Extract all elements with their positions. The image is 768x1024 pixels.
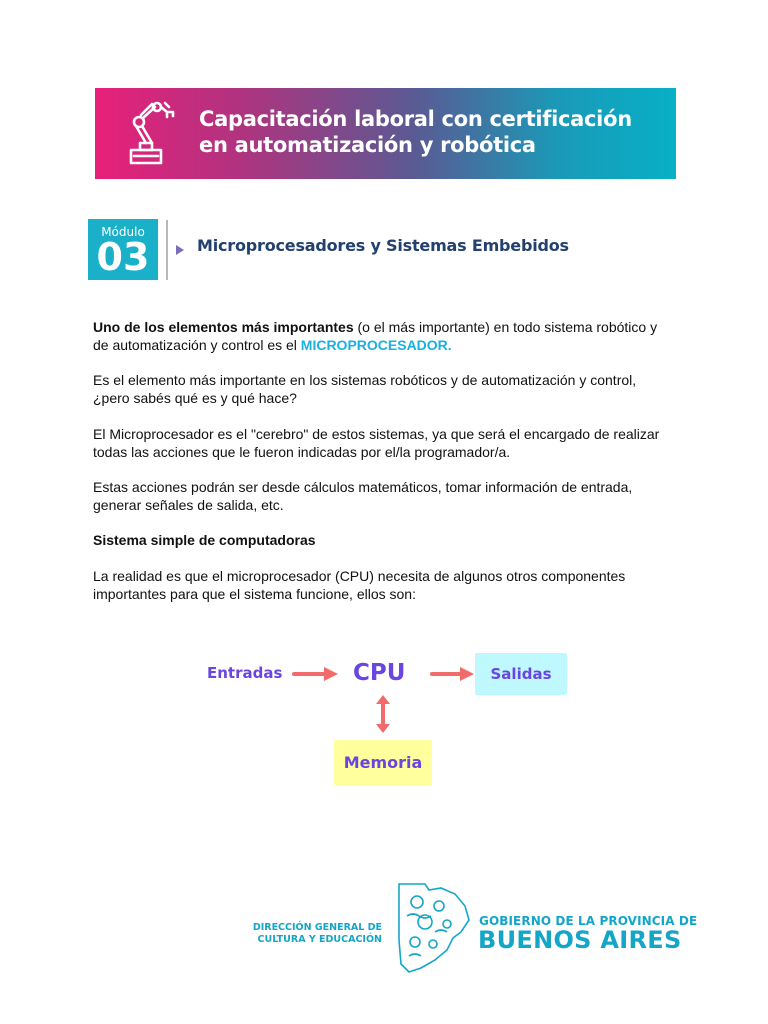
section-heading-text: Sistema simple de computadoras (93, 532, 316, 548)
paragraph-3 (93, 425, 683, 461)
paragraph-1 (93, 318, 683, 354)
entradas-node: Entradas (207, 664, 283, 682)
memoria-node: Memoria (334, 740, 432, 786)
module-label: Módulo (101, 225, 145, 239)
gobierno-label: GOBIERNO DE LA PROVINCIA DE (479, 914, 698, 928)
section-heading (93, 531, 683, 549)
paragraph-4 (93, 478, 683, 514)
paragraph-1-bold: Uno de los elementos más importantes (93, 319, 354, 335)
header-banner (95, 88, 676, 179)
arrow-entradas-cpu-head (324, 667, 338, 681)
banner-title-line1: Capacitación laboral con certificación (199, 107, 632, 131)
dgce-label (220, 922, 382, 946)
paragraph-1-text-a: (o el más importante) en todo sistema robótico y (353, 319, 658, 335)
banner-title (199, 106, 632, 158)
paragraph-4-line1: Estas acciones podrán ser desde cálculos matemáticos, tomar información de entrada, (93, 479, 633, 495)
module-divider (166, 220, 168, 280)
paragraph-2-line1: Es el elemento más importante en los sistemas robóticos y de automatización y control, (93, 372, 637, 388)
banner-title-line2: en automatización y robótica (199, 133, 536, 157)
buenos-aires-label: BUENOS AIRES (478, 926, 682, 954)
paragraph-5-line2: importantes para que el sistema funcione, ellos son: (93, 586, 416, 602)
paragraph-3-line2: todas las acciones que le fueron indicadas por el/la programador/a. (93, 444, 511, 460)
arrow-cpu-salidas-head (460, 667, 474, 681)
module-badge (88, 219, 158, 280)
play-arrow-icon (176, 245, 184, 255)
module-title: Microprocesadores y Sistemas Embebidos (197, 236, 569, 255)
paragraph-2-line2: ¿pero sabés qué es y qué hace? (93, 390, 297, 406)
paragraph-4-line2: generar señales de salida, etc. (93, 497, 284, 513)
robot-arm-icon (121, 98, 185, 168)
module-number: 03 (96, 235, 150, 279)
salidas-node: Salidas (475, 653, 567, 695)
microprocesador-highlight: MICROPROCESADOR. (300, 337, 452, 353)
cpu-node: CPU (353, 660, 406, 686)
dgce-line2: CULTURA Y EDUCACIÓN (257, 934, 382, 945)
arrow-cpu-memoria-head-up (376, 695, 390, 704)
arrow-cpu-memoria-head-down (376, 724, 390, 733)
paragraph-3-line1: El Microprocesador es el "cerebro" de estos sistemas, ya que será el encargado de realizar (93, 426, 660, 442)
cpu-diagram (190, 640, 590, 800)
paragraph-1-text-b: de automatización y control es el (93, 337, 301, 353)
paragraph-5 (93, 567, 683, 603)
paragraph-2 (93, 371, 683, 407)
footer (0, 870, 768, 980)
paragraph-5-line1: La realidad es que el microprocesador (CPU) necesita de algunos otros componentes (93, 568, 626, 584)
buenos-aires-province-map-icon (395, 880, 473, 975)
dgce-line1: DIRECCIÓN GENERAL DE (252, 922, 382, 933)
